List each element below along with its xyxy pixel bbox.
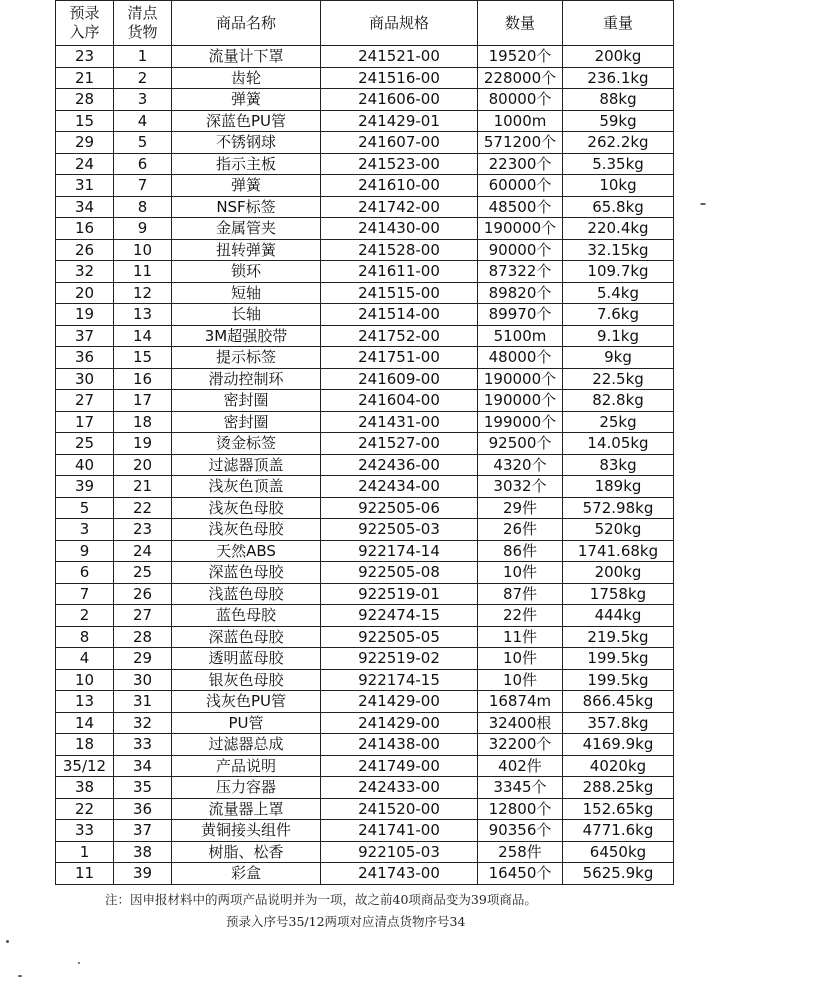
cell-spec: 241429-00 — [321, 691, 478, 713]
cell-spec: 922105-03 — [321, 841, 478, 863]
cell-weight: 1741.68kg — [563, 540, 674, 562]
cell-qty: 90356个 — [478, 820, 563, 842]
table-row — [56, 583, 674, 605]
table-header-row — [56, 1, 674, 46]
cell-pre-order: 32 — [56, 261, 114, 283]
cell-qty: 10件 — [478, 648, 563, 670]
cell-pre-order: 13 — [56, 691, 114, 713]
cell-pre-order: 29 — [56, 132, 114, 154]
cell-qty: 228000个 — [478, 67, 563, 89]
cell-check-no: 8 — [114, 196, 172, 218]
cell-spec: 241430-00 — [321, 218, 478, 240]
cell-check-no: 11 — [114, 261, 172, 283]
cell-pre-order: 38 — [56, 777, 114, 799]
cell-spec: 922505-08 — [321, 562, 478, 584]
cell-qty: 29件 — [478, 497, 563, 519]
cell-weight: 10kg — [563, 175, 674, 197]
table-row — [56, 347, 674, 369]
scan-speck — [6, 940, 9, 943]
cell-qty: 5100m — [478, 325, 563, 347]
cell-qty: 16450个 — [478, 863, 563, 885]
cell-weight: 1758kg — [563, 583, 674, 605]
inventory-sheet — [55, 0, 674, 885]
note-line-1: 注：因申报材料中的两项产品说明并为一项，故之前40项商品变为39项商品。 — [105, 892, 537, 907]
cell-check-no: 10 — [114, 239, 172, 261]
cell-spec: 241514-00 — [321, 304, 478, 326]
table-row — [56, 110, 674, 132]
cell-check-no: 9 — [114, 218, 172, 240]
cell-pre-order: 15 — [56, 110, 114, 132]
cell-spec: 241611-00 — [321, 261, 478, 283]
cell-pre-order: 39 — [56, 476, 114, 498]
cell-name: 透明蓝母胶 — [172, 648, 321, 670]
cell-spec: 241527-00 — [321, 433, 478, 455]
cell-pre-order: 20 — [56, 282, 114, 304]
cell-weight: 220.4kg — [563, 218, 674, 240]
cell-qty: 4320个 — [478, 454, 563, 476]
cell-pre-order: 4 — [56, 648, 114, 670]
cell-name: 浅灰色顶盖 — [172, 476, 321, 498]
cell-weight: 444kg — [563, 605, 674, 627]
cell-spec: 922174-15 — [321, 669, 478, 691]
header-spec: 商品规格 — [321, 1, 478, 46]
cell-spec: 922474-15 — [321, 605, 478, 627]
cell-spec: 241520-00 — [321, 798, 478, 820]
cell-qty: 3032个 — [478, 476, 563, 498]
cell-check-no: 16 — [114, 368, 172, 390]
header-pre-order-label: 预录入序 — [69, 4, 100, 41]
table-row — [56, 153, 674, 175]
cell-weight: 5625.9kg — [563, 863, 674, 885]
cell-pre-order: 30 — [56, 368, 114, 390]
table-row — [56, 196, 674, 218]
cell-weight: 288.25kg — [563, 777, 674, 799]
table-row — [56, 798, 674, 820]
cell-check-no: 37 — [114, 820, 172, 842]
cell-qty: 32400根 — [478, 712, 563, 734]
cell-check-no: 6 — [114, 153, 172, 175]
cell-name: 深蓝色母胶 — [172, 626, 321, 648]
cell-spec: 922505-06 — [321, 497, 478, 519]
table-row — [56, 755, 674, 777]
cell-name: 弹簧 — [172, 175, 321, 197]
cell-pre-order: 28 — [56, 89, 114, 111]
cell-spec: 241752-00 — [321, 325, 478, 347]
table-row — [56, 304, 674, 326]
table-row — [56, 519, 674, 541]
cell-check-no: 32 — [114, 712, 172, 734]
cell-qty: 87322个 — [478, 261, 563, 283]
cell-qty: 16874m — [478, 691, 563, 713]
cell-name: 蓝色母胶 — [172, 605, 321, 627]
cell-name: 锁环 — [172, 261, 321, 283]
cell-weight: 5.35kg — [563, 153, 674, 175]
cell-weight: 866.45kg — [563, 691, 674, 713]
cell-name: 浅灰色母胶 — [172, 497, 321, 519]
cell-spec: 242436-00 — [321, 454, 478, 476]
cell-qty: 87件 — [478, 583, 563, 605]
cell-name: 流量计下罩 — [172, 46, 321, 68]
cell-name: 弹簧 — [172, 89, 321, 111]
cell-check-no: 7 — [114, 175, 172, 197]
cell-pre-order: 16 — [56, 218, 114, 240]
cell-name: 浅灰色母胶 — [172, 519, 321, 541]
table-row — [56, 820, 674, 842]
cell-pre-order: 17 — [56, 411, 114, 433]
table-row — [56, 540, 674, 562]
cell-check-no: 21 — [114, 476, 172, 498]
cell-qty: 258件 — [478, 841, 563, 863]
cell-check-no: 28 — [114, 626, 172, 648]
cell-spec: 241438-00 — [321, 734, 478, 756]
cell-pre-order: 35/12 — [56, 755, 114, 777]
header-pre-order — [56, 1, 114, 46]
cell-qty: 190000个 — [478, 368, 563, 390]
cell-check-no: 38 — [114, 841, 172, 863]
cell-name: 过滤器顶盖 — [172, 454, 321, 476]
cell-weight: 200kg — [563, 562, 674, 584]
cell-pre-order: 5 — [56, 497, 114, 519]
header-weight: 重量 — [563, 1, 674, 46]
cell-pre-order: 8 — [56, 626, 114, 648]
cell-spec: 241431-00 — [321, 411, 478, 433]
cell-check-no: 5 — [114, 132, 172, 154]
cell-check-no: 34 — [114, 755, 172, 777]
cell-spec: 922174-14 — [321, 540, 478, 562]
cell-pre-order: 31 — [56, 175, 114, 197]
cell-pre-order: 34 — [56, 196, 114, 218]
cell-weight: 6450kg — [563, 841, 674, 863]
cell-qty: 92500个 — [478, 433, 563, 455]
table-row — [56, 282, 674, 304]
cell-name: 黄铜接头组件 — [172, 820, 321, 842]
cell-check-no: 14 — [114, 325, 172, 347]
cell-check-no: 36 — [114, 798, 172, 820]
cell-spec: 241528-00 — [321, 239, 478, 261]
cell-pre-order: 21 — [56, 67, 114, 89]
cell-check-no: 17 — [114, 390, 172, 412]
cell-spec: 241749-00 — [321, 755, 478, 777]
cell-qty: 22件 — [478, 605, 563, 627]
cell-name: 滑动控制环 — [172, 368, 321, 390]
cell-pre-order: 2 — [56, 605, 114, 627]
cell-weight: 152.65kg — [563, 798, 674, 820]
cell-check-no: 19 — [114, 433, 172, 455]
cell-spec: 241606-00 — [321, 89, 478, 111]
table-row — [56, 648, 674, 670]
cell-weight: 5.4kg — [563, 282, 674, 304]
cell-pre-order: 3 — [56, 519, 114, 541]
cell-name: NSF标签 — [172, 196, 321, 218]
cell-name: 不锈钢球 — [172, 132, 321, 154]
cell-spec: 922505-03 — [321, 519, 478, 541]
table-row — [56, 46, 674, 68]
header-name: 商品名称 — [172, 1, 321, 46]
cell-qty: 190000个 — [478, 390, 563, 412]
cell-weight: 357.8kg — [563, 712, 674, 734]
cell-check-no: 12 — [114, 282, 172, 304]
cell-weight: 9.1kg — [563, 325, 674, 347]
cell-pre-order: 37 — [56, 325, 114, 347]
cell-qty: 86件 — [478, 540, 563, 562]
table-row — [56, 175, 674, 197]
table-row — [56, 368, 674, 390]
cell-pre-order: 18 — [56, 734, 114, 756]
cell-weight: 4020kg — [563, 755, 674, 777]
cell-qty: 1000m — [478, 110, 563, 132]
cell-pre-order: 7 — [56, 583, 114, 605]
cell-name: 金属管夹 — [172, 218, 321, 240]
cell-pre-order: 10 — [56, 669, 114, 691]
cell-weight: 9kg — [563, 347, 674, 369]
cell-pre-order: 24 — [56, 153, 114, 175]
cell-check-no: 18 — [114, 411, 172, 433]
cell-weight: 25kg — [563, 411, 674, 433]
cell-spec: 241609-00 — [321, 368, 478, 390]
cell-name: 银灰色母胶 — [172, 669, 321, 691]
cell-check-no: 15 — [114, 347, 172, 369]
cell-spec: 241743-00 — [321, 863, 478, 885]
header-check-no — [114, 1, 172, 46]
cell-qty: 10件 — [478, 669, 563, 691]
cell-name: 树脂、松香 — [172, 841, 321, 863]
cell-qty: 60000个 — [478, 175, 563, 197]
table-row — [56, 497, 674, 519]
cell-name: 3M超强胶带 — [172, 325, 321, 347]
cell-name: 浅蓝色母胶 — [172, 583, 321, 605]
cell-weight: 32.15kg — [563, 239, 674, 261]
cell-check-no: 27 — [114, 605, 172, 627]
cell-qty: 48500个 — [478, 196, 563, 218]
scan-speck — [18, 975, 22, 977]
cell-name: 烫金标签 — [172, 433, 321, 455]
cell-weight: 199.5kg — [563, 669, 674, 691]
cell-pre-order: 23 — [56, 46, 114, 68]
cell-spec: 241515-00 — [321, 282, 478, 304]
cell-name: 深蓝色母胶 — [172, 562, 321, 584]
cell-check-no: 2 — [114, 67, 172, 89]
table-row — [56, 454, 674, 476]
cell-qty: 402件 — [478, 755, 563, 777]
table-row — [56, 132, 674, 154]
cell-check-no: 23 — [114, 519, 172, 541]
cell-weight: 82.8kg — [563, 390, 674, 412]
table-row — [56, 841, 674, 863]
cell-qty: 22300个 — [478, 153, 563, 175]
cell-check-no: 20 — [114, 454, 172, 476]
cell-qty: 11件 — [478, 626, 563, 648]
table-row — [56, 863, 674, 885]
cell-pre-order: 26 — [56, 239, 114, 261]
table-row — [56, 712, 674, 734]
table-row — [56, 691, 674, 713]
cell-weight: 88kg — [563, 89, 674, 111]
table-row — [56, 605, 674, 627]
cell-spec: 241607-00 — [321, 132, 478, 154]
table-row — [56, 89, 674, 111]
cell-name: 深蓝色PU管 — [172, 110, 321, 132]
cell-spec: 922519-01 — [321, 583, 478, 605]
cell-weight: 7.6kg — [563, 304, 674, 326]
table-row — [56, 562, 674, 584]
cell-name: 过滤器总成 — [172, 734, 321, 756]
cell-qty: 89820个 — [478, 282, 563, 304]
cell-weight: 4771.6kg — [563, 820, 674, 842]
cell-weight: 200kg — [563, 46, 674, 68]
cell-weight: 236.1kg — [563, 67, 674, 89]
cell-name: 提示标签 — [172, 347, 321, 369]
cell-spec: 241742-00 — [321, 196, 478, 218]
cell-qty: 90000个 — [478, 239, 563, 261]
cell-name: 产品说明 — [172, 755, 321, 777]
cell-name: 齿轮 — [172, 67, 321, 89]
cell-weight: 199.5kg — [563, 648, 674, 670]
cell-spec: 241429-01 — [321, 110, 478, 132]
cell-check-no: 4 — [114, 110, 172, 132]
cell-pre-order: 27 — [56, 390, 114, 412]
cell-check-no: 1 — [114, 46, 172, 68]
cell-weight: 14.05kg — [563, 433, 674, 455]
cell-spec: 241610-00 — [321, 175, 478, 197]
cell-check-no: 3 — [114, 89, 172, 111]
table-row — [56, 433, 674, 455]
cell-name: 压力容器 — [172, 777, 321, 799]
cell-weight: 22.5kg — [563, 368, 674, 390]
table-row — [56, 239, 674, 261]
cell-check-no: 22 — [114, 497, 172, 519]
table-row — [56, 67, 674, 89]
cell-check-no: 24 — [114, 540, 172, 562]
cell-weight: 219.5kg — [563, 626, 674, 648]
cell-pre-order: 25 — [56, 433, 114, 455]
cell-spec: 241521-00 — [321, 46, 478, 68]
cell-qty: 19520个 — [478, 46, 563, 68]
header-qty: 数量 — [478, 1, 563, 46]
cell-qty: 48000个 — [478, 347, 563, 369]
cell-pre-order: 1 — [56, 841, 114, 863]
cell-name: 密封圈 — [172, 390, 321, 412]
cell-weight: 262.2kg — [563, 132, 674, 154]
cell-weight: 189kg — [563, 476, 674, 498]
table-row — [56, 390, 674, 412]
cell-weight: 59kg — [563, 110, 674, 132]
cell-name: 天然ABS — [172, 540, 321, 562]
scan-speck — [78, 962, 80, 964]
cell-name: 流量器上罩 — [172, 798, 321, 820]
cell-pre-order: 19 — [56, 304, 114, 326]
cell-name: 扭转弹簧 — [172, 239, 321, 261]
cell-name: PU管 — [172, 712, 321, 734]
cell-spec: 922505-05 — [321, 626, 478, 648]
cell-spec: 242434-00 — [321, 476, 478, 498]
cell-qty: 32200个 — [478, 734, 563, 756]
cell-weight: 572.98kg — [563, 497, 674, 519]
cell-pre-order: 9 — [56, 540, 114, 562]
cell-spec: 241429-00 — [321, 712, 478, 734]
cell-pre-order: 40 — [56, 454, 114, 476]
cell-check-no: 30 — [114, 669, 172, 691]
cell-qty: 80000个 — [478, 89, 563, 111]
cell-pre-order: 22 — [56, 798, 114, 820]
cell-qty: 26件 — [478, 519, 563, 541]
table-row — [56, 325, 674, 347]
cell-pre-order: 14 — [56, 712, 114, 734]
cell-pre-order: 33 — [56, 820, 114, 842]
cell-spec: 241751-00 — [321, 347, 478, 369]
table-row — [56, 411, 674, 433]
cell-qty: 3345个 — [478, 777, 563, 799]
cell-spec: 241741-00 — [321, 820, 478, 842]
cell-check-no: 35 — [114, 777, 172, 799]
cell-check-no: 33 — [114, 734, 172, 756]
cell-weight: 520kg — [563, 519, 674, 541]
cell-weight: 4169.9kg — [563, 734, 674, 756]
cell-spec: 241516-00 — [321, 67, 478, 89]
cell-qty: 190000个 — [478, 218, 563, 240]
cell-check-no: 29 — [114, 648, 172, 670]
cell-check-no: 26 — [114, 583, 172, 605]
cell-name: 彩盒 — [172, 863, 321, 885]
cell-name: 长轴 — [172, 304, 321, 326]
table-row — [56, 626, 674, 648]
table-row — [56, 734, 674, 756]
cell-name: 密封圈 — [172, 411, 321, 433]
table-row — [56, 669, 674, 691]
cell-qty: 89970个 — [478, 304, 563, 326]
cell-weight: 65.8kg — [563, 196, 674, 218]
note-line-2: 预录入序号35/12两项对应清点货物序号34 — [226, 914, 466, 929]
cell-spec: 242433-00 — [321, 777, 478, 799]
table-row — [56, 476, 674, 498]
table-row — [56, 777, 674, 799]
cell-check-no: 39 — [114, 863, 172, 885]
scan-speck — [700, 203, 706, 205]
goods-table — [55, 0, 674, 885]
cell-weight: 109.7kg — [563, 261, 674, 283]
cell-name: 指示主板 — [172, 153, 321, 175]
cell-name: 浅灰色PU管 — [172, 691, 321, 713]
cell-pre-order: 36 — [56, 347, 114, 369]
table-row — [56, 218, 674, 240]
cell-qty: 10件 — [478, 562, 563, 584]
cell-check-no: 25 — [114, 562, 172, 584]
cell-weight: 83kg — [563, 454, 674, 476]
cell-check-no: 31 — [114, 691, 172, 713]
table-row — [56, 261, 674, 283]
table-body — [56, 46, 674, 885]
cell-spec: 241604-00 — [321, 390, 478, 412]
cell-qty: 571200个 — [478, 132, 563, 154]
cell-pre-order: 6 — [56, 562, 114, 584]
cell-qty: 12800个 — [478, 798, 563, 820]
cell-pre-order: 11 — [56, 863, 114, 885]
header-check-no-label: 清点货物 — [127, 4, 158, 41]
cell-spec: 922519-02 — [321, 648, 478, 670]
cell-check-no: 13 — [114, 304, 172, 326]
cell-qty: 199000个 — [478, 411, 563, 433]
cell-name: 短轴 — [172, 282, 321, 304]
cell-spec: 241523-00 — [321, 153, 478, 175]
